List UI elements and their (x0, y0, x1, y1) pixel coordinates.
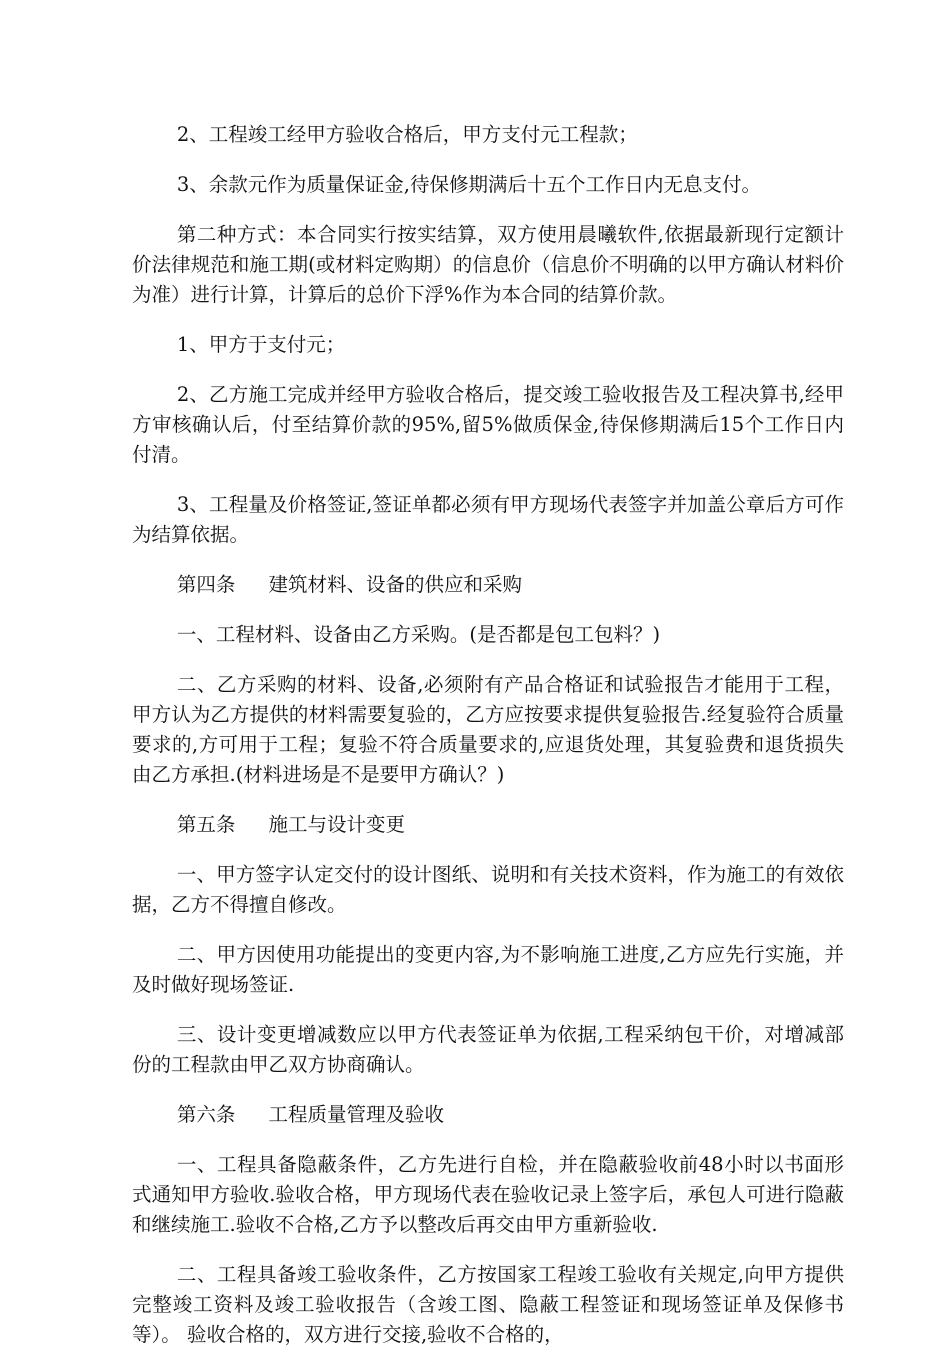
article-number: 第五条 (176, 813, 236, 836)
paragraph: 一、工程具备隐蔽条件，乙方先进行自检，并在隐蔽验收前48小时以书面形式通知甲方验收.验收合格，甲方现场代表在验收记录上签字后，承包人可进行隐蔽和继续施工.验收不合格,乙方予以整改后再交由甲方重新验收. (132, 1153, 844, 1236)
paragraph: 3、余款元作为质量保证金,待保修期满后十五个工作日内无息支付。 (176, 173, 761, 196)
article-title: 工程质量管理及验收 (268, 1103, 445, 1126)
paragraph: 2、工程竣工经甲方验收合格后，甲方支付元工程款； (176, 123, 638, 146)
article-title: 施工与设计变更 (268, 813, 406, 836)
article-number: 第六条 (176, 1103, 236, 1126)
paragraph: 2、乙方施工完成并经甲方验收合格后，提交竣工验收报告及工程决算书,经甲方审核确认后，付至结算价款的95%,留5%做质保金,待保修期满后15个工作日内付清。 (132, 383, 844, 466)
paragraph: 3、工程量及价格签证,签证单都必须有甲方现场代表签字并加盖公章后方可作为结算依据。 (132, 493, 844, 546)
article-number: 第四条 (176, 573, 236, 596)
article-heading (132, 1100, 844, 1130)
article-title: 建筑材料、设备的供应和采购 (268, 573, 523, 596)
paragraph: 二、工程具备竣工验收条件，乙方按国家工程竣工验收有关规定,向甲方提供完整竣工资料及竣工验收报告（含竣工图、隐蔽工程签证和现场签证单及保修书等）。 验收合格的，双方进行交接,验收不合格的， (132, 1263, 844, 1346)
article-heading (132, 570, 844, 600)
document-body (132, 120, 844, 1370)
paragraph: 1、甲方于支付元； (176, 333, 346, 356)
paragraph: 二、甲方因使用功能提出的变更内容,为不影响施工进度,乙方应先行实施，并及时做好现场签证. (132, 943, 844, 996)
paragraph: 一、工程材料、设备由乙方采购。(是否都是包工包料？) (176, 623, 661, 646)
paragraph: 三、设计变更增减数应以甲方代表签证单为依据,工程采纳包干价，对增减部份的工程款由甲乙双方协商确认。 (132, 1023, 844, 1076)
paragraph: 第二种方式：本合同实行按实结算，双方使用晨曦软件,依据最新现行定额计价法律规范和施工期(或材料定购期）的信息价（信息价不明确的以甲方确认材料价为准）进行计算，计算后的总价下浮%作为本合同的结算价款。 (132, 223, 844, 306)
paragraph: 二、乙方采购的材料、设备,必须附有产品合格证和试验报告才能用于工程，甲方认为乙方提供的材料需要复验的，乙方应按要求提供复验报告.经复验符合质量要求的,方可用于工程；复验不符合质量要求的,应退货处理，其复验费和退货损失由乙方承担.(材料进场是不是要甲方确认？) (132, 673, 844, 786)
paragraph: 一、甲方签字认定交付的设计图纸、说明和有关技术资料，作为施工的有效依据，乙方不得擅自修改。 (132, 863, 844, 916)
article-heading (132, 810, 844, 840)
